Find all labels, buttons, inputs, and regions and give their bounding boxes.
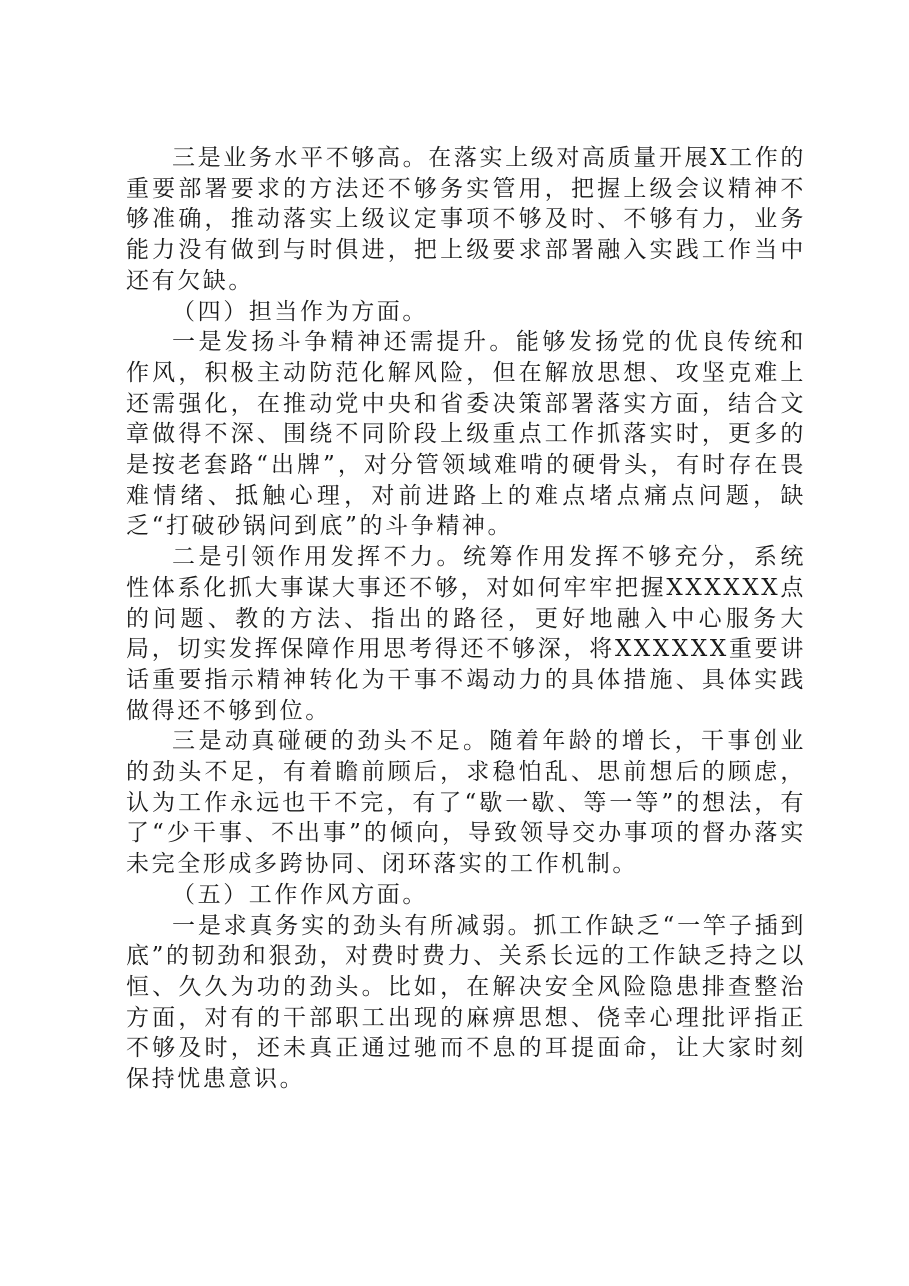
section-heading-responsibility: （四）担当作为方面。 [172, 298, 428, 325]
paragraph-business-level: 三是业务水平不够高。在落实上级对高质量开展X工作的重要部署要求的方法还不够务实管用，把握上级会议精神不够准确，推动落实上级议定事项不够及时、不够有力，业务能力没有做到与时俱进，把上级要求部署融入实践工作当中还有欠缺。 [126, 145, 806, 294]
section-heading-work-style: （五）工作作风方面。 [172, 881, 428, 908]
paragraph-drive-insufficient: 三是动真碰硬的劲头不足。随着年龄的增长，干事创业的劲头不足，有着瞻前顾后，求稳怕乱、思前想后的顾虑，认为工作永远也干不完，有了“歇一歇、等一等”的想法，有了“少干事、不出事”的倾向，导致领导交办事项的督办落实未完全形成多跨协同、闭环落实的工作机制。 [126, 728, 806, 878]
paragraph-struggle-spirit: 一是发扬斗争精神还需提升。能够发扬党的优良传统和作风，积极主动防范化解风险，但在解放思想、攻坚克难上还需强化，在推动党中央和省委决策部署落实方面，结合文章做得不深、围绕不同阶段上级重点工作抓落实时，更多的是按老套路“出牌”，对分管领域难啃的硬骨头，有时存在畏难情绪、抵触心理，对前进路上的难点堵点痛点问题，缺乏“打破砂锅问到底”的斗争精神。 [126, 329, 806, 540]
paragraph-leading-role: 二是引领作用发挥不力。统筹作用发挥不够充分，系统性体系化抓大事谋大事还不够，对如何牢牢把握XXXXXX点的问题、教的方法、指出的路径，更好地融入中心服务大局，切实发挥保障作用思考得还不够深，将XXXXXX重要讲话重要指示精神转化为干事不竭动力的具体措施、具体实践做得还不够到位。 [126, 544, 806, 724]
paragraph-pragmatism: 一是求真务实的劲头有所减弱。抓工作缺乏“一竿子插到底”的韧劲和狠劲，对费时费力、关系长远的工作缺乏持之以恒、久久为功的劲头。比如，在解决安全风险隐患排查整治方面，对有的干部职工出现的麻痹思想、侥幸心理批评指正不够及时，还未真正通过驰而不息的耳提面命，让大家时刻保持忧患意识。 [126, 912, 806, 1093]
document-body [126, 143, 806, 1095]
